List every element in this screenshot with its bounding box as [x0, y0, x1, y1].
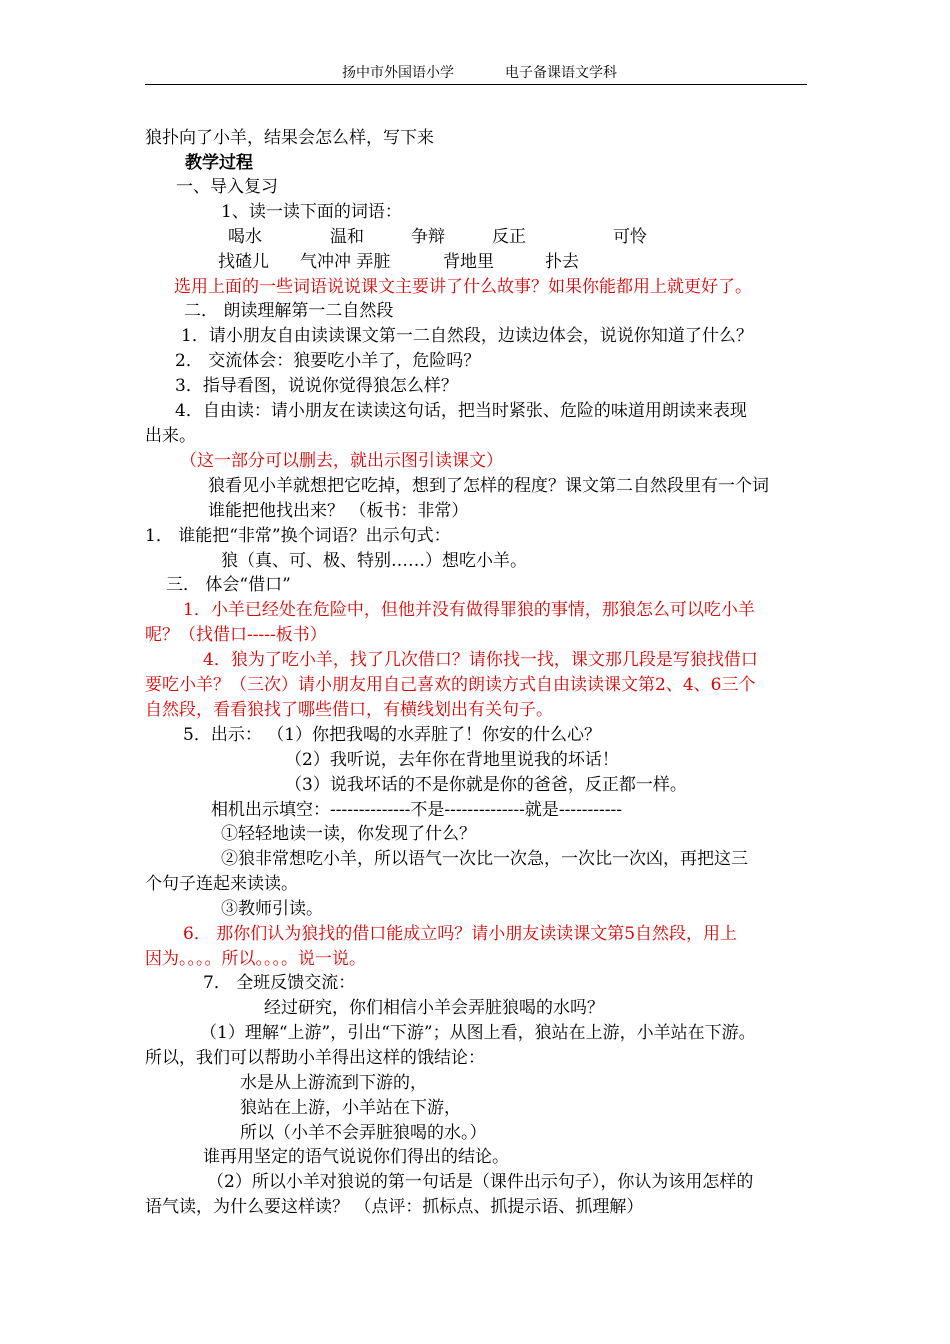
vocab-word: 可怜 — [613, 227, 647, 247]
header-school: 扬中市外国语小学 — [342, 65, 454, 81]
text-line: 语气读，为什么要这样读？ （点评：抓标点、抓提示语、抓理解） — [145, 1197, 644, 1217]
text-line: ②狼非常想吃小羊，所以语气一次比一次急，一次比一次凶，再把这三 — [221, 849, 748, 869]
vocab-word: 喝水 — [228, 227, 262, 247]
vocab-word: 争辩 — [411, 227, 445, 247]
text-line: （1）理解“上游”，引出“下游”；从图上看，狼站在上游，小羊站在下游。 — [200, 1023, 756, 1043]
red-note: 4．狼为了吃小羊，找了几次借口？请你找一找，课文那几段是写狼找借口 — [203, 650, 758, 670]
vocab-word: 气冲冲 弄脏 — [300, 252, 391, 272]
text-line: （2）我听说，去年你在背地里说我的坏话！ — [285, 750, 619, 770]
section-heading: 教学过程 — [185, 153, 253, 173]
red-note: （这一部分可以删去，就出示图引读课文） — [180, 451, 503, 471]
text-line: 个句子连起来读读。 — [145, 874, 298, 894]
vocab-word: 找碴儿 — [218, 252, 269, 272]
text-line: 二． 朗读理解第一二自然段 — [184, 301, 394, 321]
text-line: （2）所以小羊对狼说的第一句话是（课件出示句子），你认为该用怎样的 — [207, 1172, 754, 1192]
text-line: 7． 全班反馈交流： — [203, 973, 356, 993]
text-line: 谁能把他找出来？ （板书：非常） — [208, 501, 469, 521]
text-line: 狼（真、可、极、特别……）想吃小羊。 — [221, 551, 527, 571]
vocab-word: 反正 — [492, 227, 526, 247]
vocab-word: 温和 — [330, 227, 364, 247]
vocab-word: 扑去 — [545, 252, 579, 272]
red-note: 要吃小羊？（三次）请小朋友用自己喜欢的朗读方式自由读读课文第2、4、6三个 — [145, 675, 756, 695]
text-line: 一、导入复习 — [176, 177, 278, 197]
text-line: 狼扑向了小羊，结果会怎么样，写下来 — [145, 128, 434, 148]
header-subject: 电子备课语文学科 — [505, 65, 617, 81]
text-line: 狼看见小羊就想把它吃掉，想到了怎样的程度？课文第二自然段里有一个词 — [208, 476, 769, 496]
red-note: 呢？（找借口-----板书） — [145, 625, 327, 645]
text-line: 谁再用坚定的语气说说你们得出的结论。 — [203, 1147, 509, 1167]
text-line: （3）说我坏话的不是你就是你的爸爸，反正都一样。 — [285, 775, 687, 795]
red-note: 因为。。。。所以。。。。说一说。 — [145, 949, 366, 969]
text-line: 相机出示填空：--------------不是--------------就是----------- — [211, 800, 623, 820]
text-line: 2． 交流体会：狼要吃小羊了，危险吗？ — [175, 351, 481, 371]
vocab-word: 背地里 — [443, 252, 494, 272]
text-line: 所以，我们可以帮助小羊得出这样的饿结论： — [145, 1048, 485, 1068]
text-line: 经过研究，你们相信小羊会弄脏狼喝的水吗？ — [264, 998, 604, 1018]
red-note: 自然段，看看狼找了哪些借口，有横线划出有关句子。 — [145, 700, 553, 720]
text-line: 1、读一读下面的词语： — [221, 202, 402, 222]
red-note: 选用上面的一些词语说说课文主要讲了什么故事？如果你能都用上就更好了。 — [174, 277, 752, 297]
text-line: 狼站在上游，小羊站在下游， — [240, 1098, 461, 1118]
text-line: 出来。 — [145, 426, 196, 446]
red-note: 1．小羊已经处在危险中，但他并没有做得罪狼的事情，那狼怎么可以吃小羊 — [183, 600, 755, 620]
text-line: ③教师引读。 — [221, 899, 323, 919]
text-line: 所以（小羊不会弄脏狼喝的水。） — [240, 1123, 487, 1143]
page-header — [145, 62, 807, 85]
section-heading: 三． 体会“借口” — [166, 575, 291, 595]
text-line: 1． 谁能把“非常”换个词语？出示句式： — [145, 526, 451, 546]
red-note: 6． 那你们认为狼找的借口能成立吗？请小朋友读读课文第5自然段，用上 — [183, 924, 738, 944]
text-line: 3．指导看图，说说你觉得狼怎么样？ — [175, 376, 458, 396]
text-line: 1．请小朋友自由读读课文第一二自然段，边读边体会，说说你知道了什么？ — [181, 326, 753, 346]
text-line: 水是从上游流到下游的， — [240, 1073, 427, 1093]
text-line: 4．自由读：请小朋友在读读这句话，把当时紧张、危险的味道用朗读来表现 — [175, 401, 747, 421]
text-line: 5．出示： （1）你把我喝的水弄脏了！你安的什么心？ — [183, 725, 602, 745]
text-line: ①轻轻地读一读，你发现了什么？ — [221, 824, 476, 844]
